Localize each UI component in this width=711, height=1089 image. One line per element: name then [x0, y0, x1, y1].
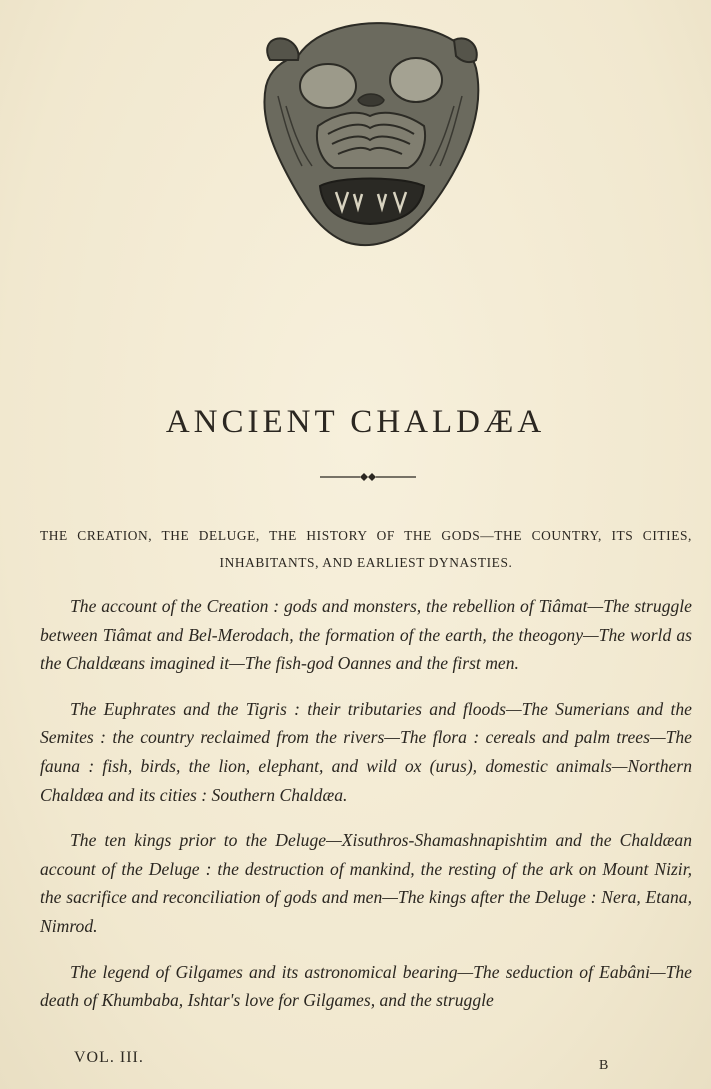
summary-paragraph: The ten kings prior to the Deluge—Xisuthros-Shamashnapishtim and the Chaldæan account of the Deluge : the destruction of mankind, the resting of the ark on Mount Nizir, the sacrifice and reconciliation of gods and men—The kings after the Deluge : Nera, Etana, Nimrod. [40, 830, 692, 936]
summary-paragraphs [40, 592, 692, 1032]
volume-label: VOL. III. [74, 1049, 144, 1066]
chapter-summary-heading: THE CREATION, THE DELUGE, THE HISTORY OF THE GODS—THE COUNTRY, ITS CITIES, INHABITANTS, AND EARLIEST DYNASTIES. [40, 528, 692, 570]
ornament-divider-icon [320, 470, 416, 484]
page-title: ANCIENT CHALDÆA [165, 404, 546, 440]
lion-head-sculpture-icon [258, 16, 482, 252]
summary-paragraph: The Euphrates and the Tigris : their tributaries and floods—The Sumerians and the Semites : the country reclaimed from the rivers—The flora : cereals and palm trees—The fauna : fish, birds, the lion, elephant, and wild ox (urus), domestic animals—Northern Chaldæa and its cities : Southern Chaldæa. [40, 698, 692, 805]
summary-paragraph: The account of the Creation : gods and monsters, the rebellion of Tiâmat—The struggle between Tiâmat and Bel-Merodach, the formation of the earth, the theogony—The world as the Chaldæans imagined it—The fish-god Oannes and the first men. [40, 596, 692, 674]
summary-paragraph: The legend of Gilgames and its astronomical bearing—The seduction of Eabâni—The death of Khumbaba, Ishtar's love for Gilgames, and the struggle [40, 961, 692, 1011]
signature-mark: B [599, 1058, 609, 1073]
